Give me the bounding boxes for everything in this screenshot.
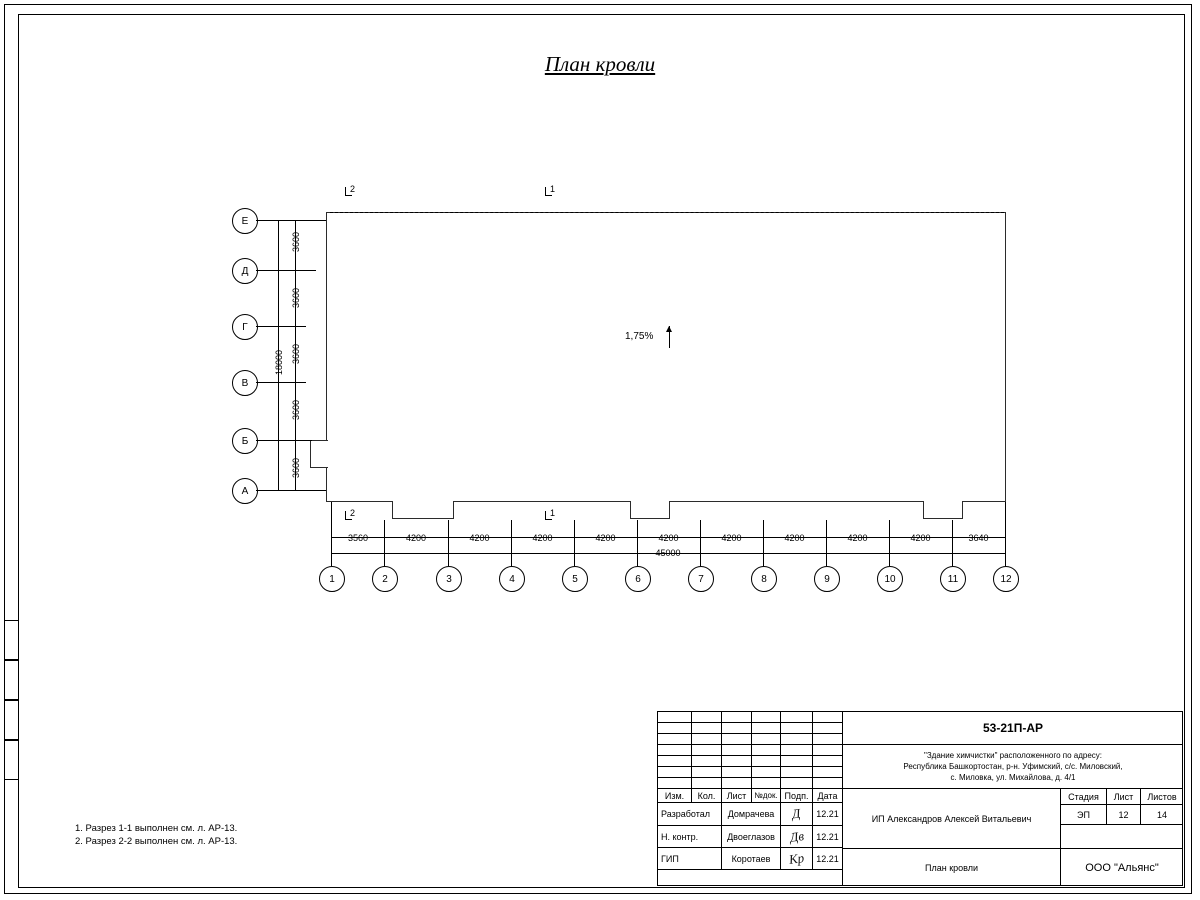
date-gip: 12.21 [813,848,843,870]
axis-label: 6 [635,573,641,585]
stamp-bottom-left-filler [658,870,843,886]
axis-label: 2 [382,573,388,585]
axis-label: 10 [884,573,896,585]
sign-razrabotal [781,803,813,826]
dim-tick [274,490,283,491]
axis-leader-B [256,440,312,441]
stage-row-filler [1061,825,1183,849]
sign-nkontr [781,826,813,848]
dim-tick [291,220,300,221]
axis-bubble-V [232,370,258,396]
axis-label: 7 [698,573,704,585]
dim-horizontal-11: 3640 [968,533,989,543]
axis-bubble-G [232,314,258,340]
page-title-text: План кровли [544,52,656,76]
signature-mark: Дв [788,827,805,845]
revision-grid-col-1 [658,712,692,789]
axis-leader-4 [511,520,512,566]
axis-leader-10 [889,520,890,566]
col-header-ndok: №док. [752,789,781,803]
dim-vertical-4: 3600 [291,399,301,420]
axis-bubble-5 [562,566,588,592]
roof-ridge-dashed-line [330,212,1004,213]
axis-label: Д [241,265,249,277]
dim-horizontal-10: 4200 [910,533,931,543]
axis-leader-6 [637,520,638,566]
axis-label: Б [241,435,249,447]
axis-leader-3 [448,520,449,566]
axis-label: 8 [761,573,767,585]
note-2: 2. Разрез 2-2 выполнен см. л. АР-13. [75,836,238,847]
axis-leader-D [256,270,316,271]
dim-horizontal-total: 45000 [655,548,681,558]
dim-horizontal-7: 4200 [721,533,742,543]
axis-label: Е [241,215,249,227]
col-header-kol: Кол. [692,789,722,803]
name-gip: Коротаев [722,848,781,870]
dim-horizontal-1: 3560 [347,533,369,543]
roof-parapet-1 [392,501,454,519]
axis-bubble-11 [940,566,966,592]
sign-gip [781,848,813,870]
dim-tick [274,220,283,221]
roof-plan-drawing: 1,75% 2 1 2 1 Е Д Г В Б А 3600 3600 3600 3600 3600 18000 1 2 3 4 5 6 7 8 9 10 11 12 3560 4200 4200 4200 4200 4200 4200 4200 4200 4200 3640 45000 [0,0,1200,900]
stage-value: ЭП [1061,805,1107,825]
revision-grid-col-2 [692,712,722,789]
axis-bubble-E [232,208,258,234]
roof-outline [326,212,1006,502]
sheet-value: 12 [1107,805,1141,825]
axis-label: 11 [947,573,959,585]
slope-arrow-icon [669,326,670,348]
axis-label: 3 [446,573,452,585]
stage-header: Стадия [1061,789,1107,805]
dim-tick [291,382,300,383]
axis-leader-5 [574,520,575,566]
axis-label: 1 [329,573,335,585]
customer-name: ИП Александров Алексей Витальевич [843,789,1061,849]
axis-leader-9 [826,520,827,566]
date-nkontr: 12.21 [813,826,843,848]
dim-tick [291,490,300,491]
axis-leader-2 [384,520,385,566]
col-header-izm: Изм. [658,789,692,803]
dim-vertical-3: 3600 [291,343,301,364]
axis-label: Г [242,321,248,333]
axis-bubble-A [232,478,258,504]
axis-bubble-10 [877,566,903,592]
note-1: 1. Разрез 1-1 выполнен см. л. АР-13. [75,823,238,834]
document-code: 53-21П-АР [843,712,1183,745]
revision-grid-col-4 [752,712,781,789]
role-nkontr: Н. контр. [658,826,722,848]
sheets-value: 14 [1141,805,1183,825]
object-line-1: "Здание химчистки" расположенного по адресу: [923,751,1102,760]
role-gip: ГИП [658,848,722,870]
date-razrabotal: 12.21 [813,803,843,826]
axis-bubble-7 [688,566,714,592]
roof-parapet-3 [923,501,963,519]
col-header-list: Лист [722,789,752,803]
dim-horizontal-8: 4200 [784,533,805,543]
axis-bubble-9 [814,566,840,592]
revision-grid-col-5 [781,712,813,789]
dim-vertical-1: 3600 [291,231,301,252]
dim-tick [1005,549,1006,558]
dim-horizontal-3: 4200 [469,533,490,543]
axis-bubble-12 [993,566,1019,592]
object-line-3: с. Миловка, ул. Михайлова, д. 4/1 [950,773,1076,782]
object-line-2: Республика Башкортостан, р-н. Уфимский, с/с. Миловский, [903,762,1123,771]
dim-horizontal-4: 4200 [532,533,553,543]
axis-leader-8 [763,520,764,566]
company-name: ООО "Альянс" [1085,861,1159,874]
name-razrabotal: Домрачева [722,803,781,826]
signature-mark: Кр [787,849,805,867]
slope-label: 1,75% [625,331,654,342]
sheet-title: План кровли [843,849,1061,886]
dim-tick [291,326,300,327]
dim-vertical-5: 3600 [291,457,301,478]
axis-label: В [241,377,249,389]
axis-bubble-1 [319,566,345,592]
dim-horizontal-2: 4200 [405,533,427,543]
axis-bubble-6 [625,566,651,592]
col-header-podp: Подп. [781,789,813,803]
revision-grid-col-3 [722,712,752,789]
axis-bubble-4 [499,566,525,592]
axis-bubble-B [232,428,258,454]
revision-grid-col-6 [813,712,843,789]
sheet-header: Лист [1107,789,1141,805]
axis-bubble-2 [372,566,398,592]
col-header-data: Дата [813,789,843,803]
axis-bubble-D [232,258,258,284]
axis-label: 12 [1000,573,1012,585]
axis-label: 4 [509,573,515,585]
dim-horizontal-9: 4200 [847,533,868,543]
dim-vertical-total: 18000 [274,349,284,375]
dim-tick [291,440,300,441]
signature-mark: Д [791,805,802,822]
axis-bubble-8 [751,566,777,592]
dim-tick [1005,533,1006,542]
role-razrabotal: Разработал [658,803,722,826]
axis-bubble-3 [436,566,462,592]
axis-leader-7 [700,520,701,566]
axis-label: 5 [572,573,578,585]
axis-label: 9 [824,573,830,585]
axis-leader-11 [952,520,953,566]
dim-vertical-2: 3600 [291,287,301,308]
name-nkontr: Двоеглазов [722,826,781,848]
title-block [657,711,1183,886]
sheets-header: Листов [1141,789,1183,805]
roof-notch-left [310,440,328,468]
object-description [843,745,1183,789]
roof-parapet-2 [630,501,670,519]
dim-horizontal-5: 4200 [595,533,616,543]
drawing-notes [75,822,237,848]
axis-label: А [241,485,249,497]
dim-tick [291,270,300,271]
dim-horizontal-6: 4200 [658,533,679,543]
